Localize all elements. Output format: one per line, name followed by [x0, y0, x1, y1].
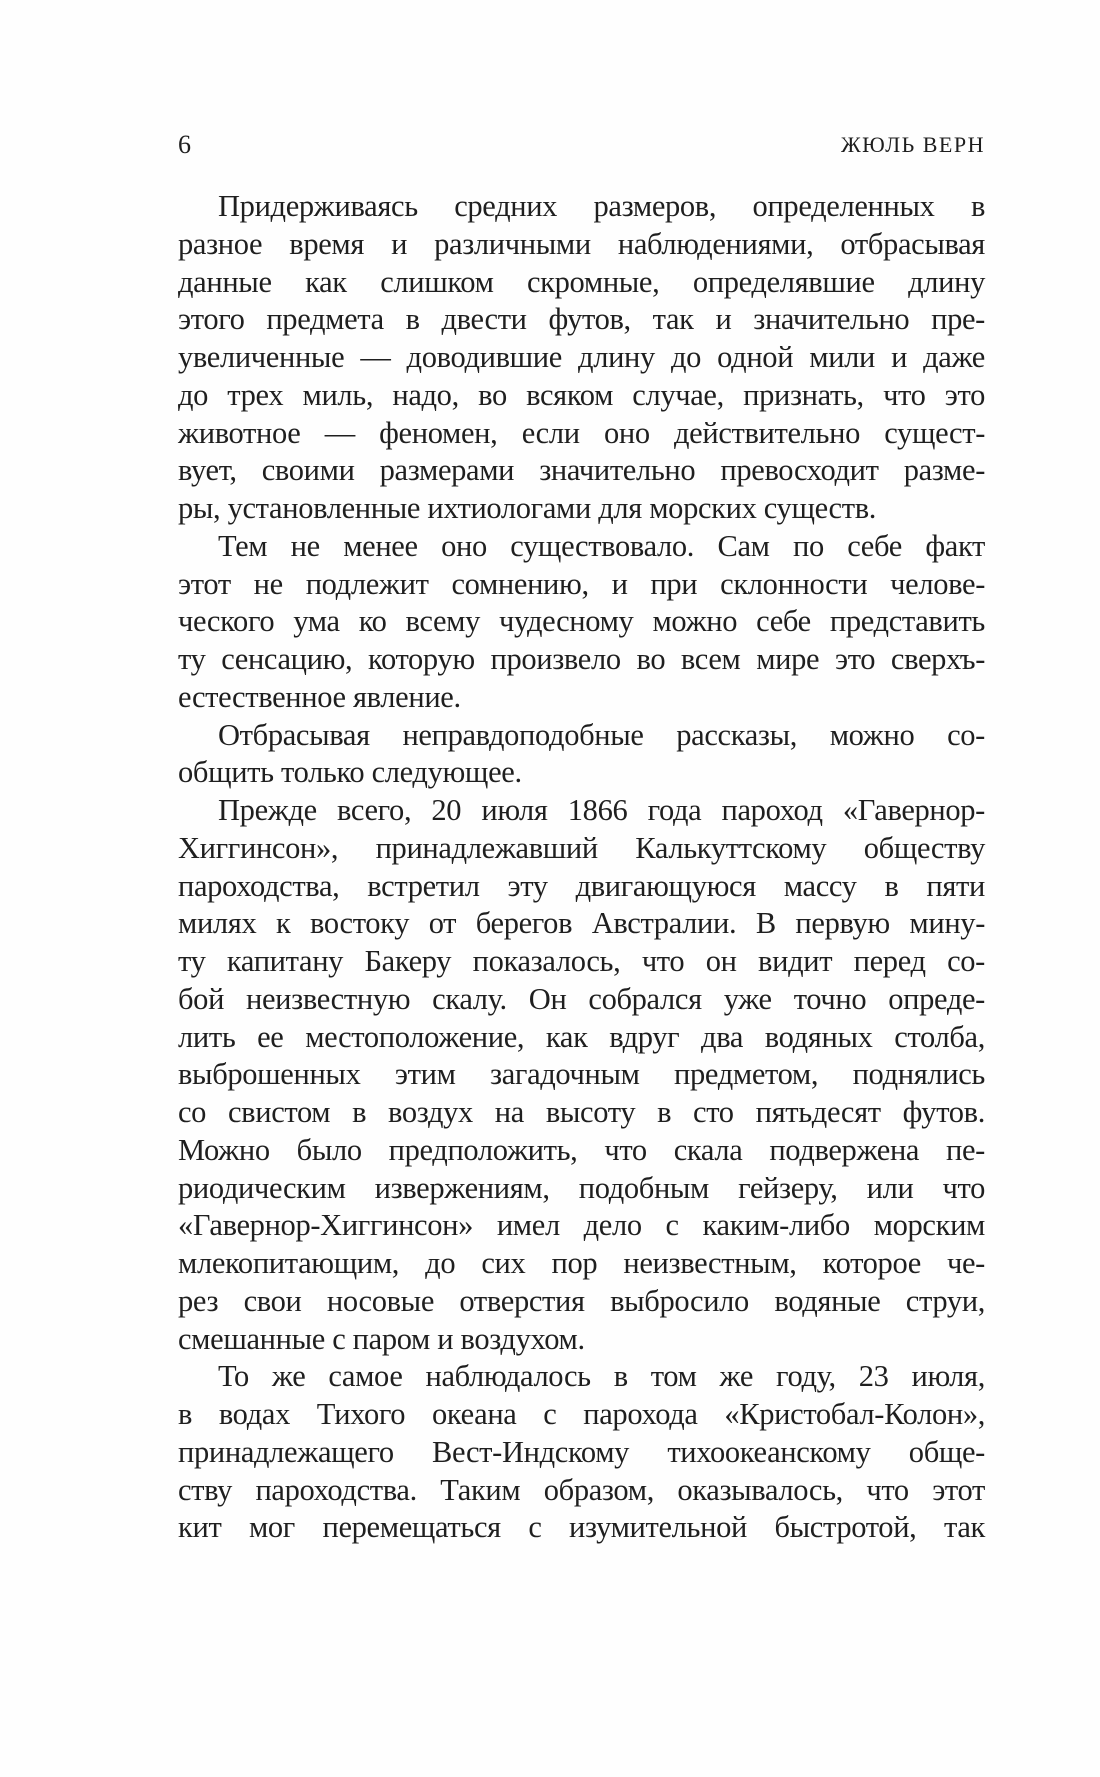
running-head	[178, 130, 985, 166]
text-line: Можно было предположить, что скала подвержена пе-	[178, 1132, 985, 1167]
text-line: млекопитающим, до сих пор неизвестным, которое че-	[178, 1246, 985, 1280]
text-line: лить ее местоположение, как вдруг два водяных столба,	[178, 1019, 985, 1054]
text-line: вует, своими размерами значительно превосходит разме-	[178, 453, 985, 488]
running-title: ЖЮЛЬ ВЕРН	[840, 132, 985, 157]
paragraph-first-line: Придерживаясь средних размеров, определенных в	[218, 189, 985, 223]
text-line: до трех миль, надо, во всяком случае, признать, что это	[178, 377, 985, 412]
text-line: ческого ума ко всему чудесному можно себе представить	[178, 604, 985, 639]
text-line: принадлежащего Вест-Индскому тихоокеанскому обще-	[178, 1434, 985, 1469]
text-line: в водах Тихого океана с парохода «Кристобал-Колон»,	[178, 1397, 985, 1431]
text-line: увеличенные — доводившие длину до одной мили и даже	[178, 340, 985, 374]
text-line: «Гавернор-Хиггинсон» имел дело с каким-либо морским	[178, 1208, 985, 1243]
text-line: разное время и различными наблюдениями, отбрасывая	[178, 226, 985, 261]
paragraph-first-line: Отбрасывая неправдоподобные рассказы, можно со-	[218, 717, 985, 752]
text-line: естественное явление.	[178, 679, 461, 714]
text-line: рез свои носовые отверстия выбросило водяные струи,	[178, 1283, 985, 1318]
paragraph-first-line: То же самое наблюдалось в том же году, 23 июля,	[218, 1359, 985, 1394]
text-line: кит мог перемещаться с изумительной быстротой, так	[178, 1510, 985, 1545]
text-line: этого предмета в двести футов, так и значительно пре-	[178, 302, 985, 337]
paragraph-first-line: Прежде всего, 20 июля 1866 года пароход «Гавернор-	[218, 793, 985, 827]
text-line: общить только следующее.	[178, 755, 522, 790]
text-line: данные как слишком скромные, определявшие длину	[178, 264, 985, 299]
text-line: со свистом в воздух на высоту в сто пятьдесят футов.	[178, 1095, 985, 1129]
text-line: смешанные с паром и воздухом.	[178, 1321, 585, 1356]
text-line: милях к востоку от берегов Австралии. В первую мину-	[178, 906, 985, 941]
text-line: Хиггинсон», принадлежавший Калькуттскому обществу	[178, 830, 985, 865]
text-line: бой неизвестную скалу. Он собрался уже точно опреде-	[178, 981, 985, 1016]
body-text	[178, 188, 985, 1547]
paragraph-first-line: Тем не менее оно существовало. Сам по себе факт	[218, 528, 985, 563]
text-line: ту капитану Бакеру показалось, что он видит перед со-	[178, 944, 985, 978]
text-line: ству пароходства. Таким образом, оказывалось, что этот	[178, 1472, 985, 1507]
text-line: этот не подлежит сомнению, и при склонности челове-	[178, 566, 985, 601]
text-line: риодическим извержениям, подобным гейзеру, или что	[178, 1170, 985, 1205]
text-line: пароходства, встретил эту двигающуюся массу в пяти	[178, 868, 985, 903]
text-line: ры, установленные ихтиологами для морских существ.	[178, 491, 877, 525]
text-line: выброшенных этим загадочным предметом, поднялись	[178, 1057, 985, 1092]
page-number: 6	[178, 130, 191, 159]
text-line: ту сенсацию, которую произвело во всем мире это сверхъ-	[178, 642, 985, 676]
text-line: животное — феномен, если оно действительно сущест-	[178, 415, 985, 450]
